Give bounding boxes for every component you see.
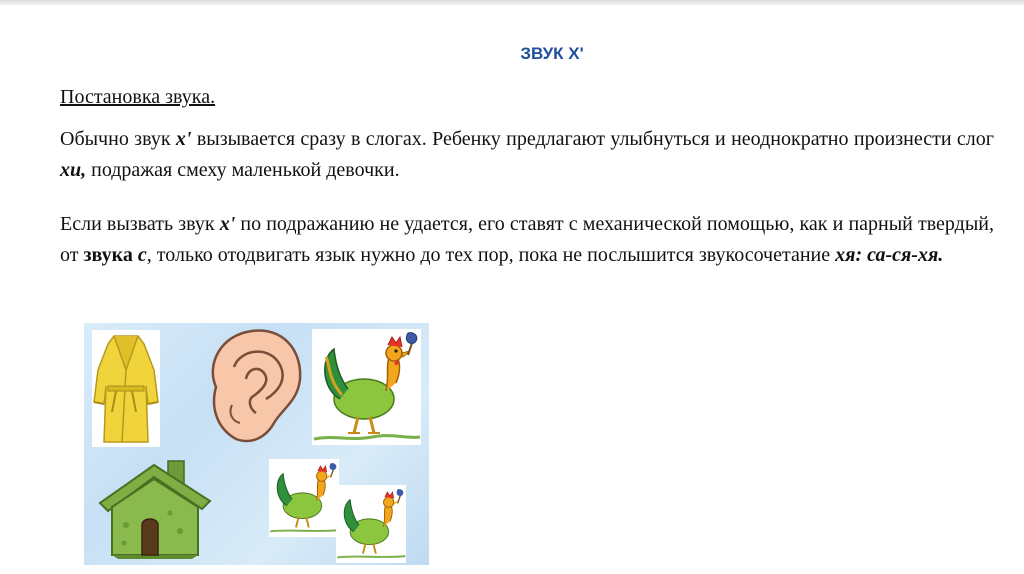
p2-text-1: Если вызвать звук	[60, 213, 220, 235]
slide-top-border	[0, 0, 1024, 5]
paragraph-2	[60, 209, 994, 271]
p2-text-3: , только отодвигать язык нужно до тех пор, пока не послышится звукосочетание	[146, 244, 836, 266]
picture-collage	[84, 323, 429, 565]
p1-syllable: хи,	[60, 159, 87, 181]
p1-text-2: вызывается сразу в слогах. Ребенку предлагают улыбнуться и неоднократно произнести слог	[191, 128, 994, 150]
paragraph-1	[60, 124, 994, 186]
p1-sound-symbol: х'	[175, 128, 192, 150]
rooster-small-picture-2	[336, 485, 406, 563]
ear-picture	[196, 327, 314, 445]
rooster-picture	[312, 329, 421, 445]
slide-title: ЗВУК Х'	[520, 44, 584, 63]
p1-text-3: подражая смеху маленькой девочки.	[86, 159, 400, 181]
p2-sound-combination: хя: са-ся-хя.	[835, 244, 944, 266]
house-picture	[96, 451, 214, 561]
p2-sound-s: с	[137, 244, 147, 266]
subheading: Постановка звука.	[60, 86, 216, 108]
p2-bold-word: звука	[83, 244, 138, 266]
rooster-small-picture-1	[269, 459, 339, 537]
p2-text-2: по подражанию не удается, его ставят с механической помощью, как и парный твердый, от	[60, 213, 994, 266]
p1-text-1: Обычно звук	[60, 128, 176, 150]
bathrobe-picture	[92, 330, 160, 447]
p2-sound-symbol: х'	[219, 213, 236, 235]
